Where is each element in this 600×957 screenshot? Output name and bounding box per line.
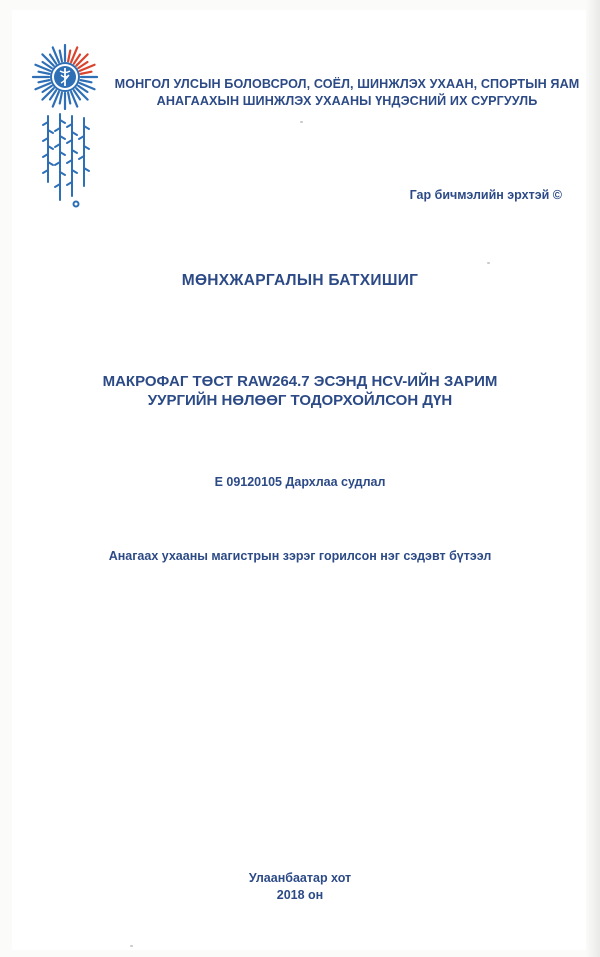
- copyright-note: Гар бичмэлийн эрхтэй ©: [409, 188, 562, 202]
- author-name: МӨНХЖАРГАЛЫН БАТХИШИГ: [181, 272, 419, 289]
- year: 2018 он: [276, 888, 324, 902]
- thesis-title: [0, 372, 600, 410]
- mongolian-script-icon: [38, 112, 100, 210]
- scan-speck: [487, 262, 490, 264]
- emblem-ray: [60, 93, 62, 104]
- ministry-line-2: АНАГААХЫН ШИНЖЛЭХ УХААНЫ ҮНДЭСНИЙ ИХ СУРГУУЛЬ: [156, 94, 538, 108]
- specialty-code: Е 09120105 Дархлаа судлал: [214, 475, 386, 489]
- emblem-ray: [68, 51, 70, 62]
- city: Улаанбаатар хот: [248, 871, 352, 885]
- emblem-ray: [81, 72, 92, 74]
- emblem-ray: [39, 80, 50, 82]
- thesis-title-line-2: УУРГИЙН НӨЛӨӨГ ТОДОРХОЙЛСОН ДҮН: [147, 392, 453, 409]
- degree-statement: Анагаах ухааны магистрын зэрэг горилсон нэг сэдэвт бүтээл: [108, 549, 492, 563]
- emblem-ray: [81, 80, 92, 82]
- university-emblem-icon: [32, 44, 98, 110]
- scan-speck: [130, 945, 133, 947]
- scan-speck: [300, 121, 303, 123]
- emblem-ray: [39, 72, 50, 74]
- place-and-year: [0, 870, 600, 904]
- emblem-ray: [68, 93, 70, 104]
- emblem-ray: [60, 51, 62, 62]
- thesis-title-line-1: МАКРОФАГ ТӨСТ RAW264.7 ЭСЭНД HCV-ИЙН ЗАРИМ: [102, 373, 498, 390]
- ministry-line-1: МОНГОЛ УЛСЫН БОЛОВСРОЛ, СОЁЛ, ШИНЖЛЭХ УХААН, СПОРТЫН ЯАМ: [114, 77, 580, 91]
- ministry-header: [112, 76, 582, 110]
